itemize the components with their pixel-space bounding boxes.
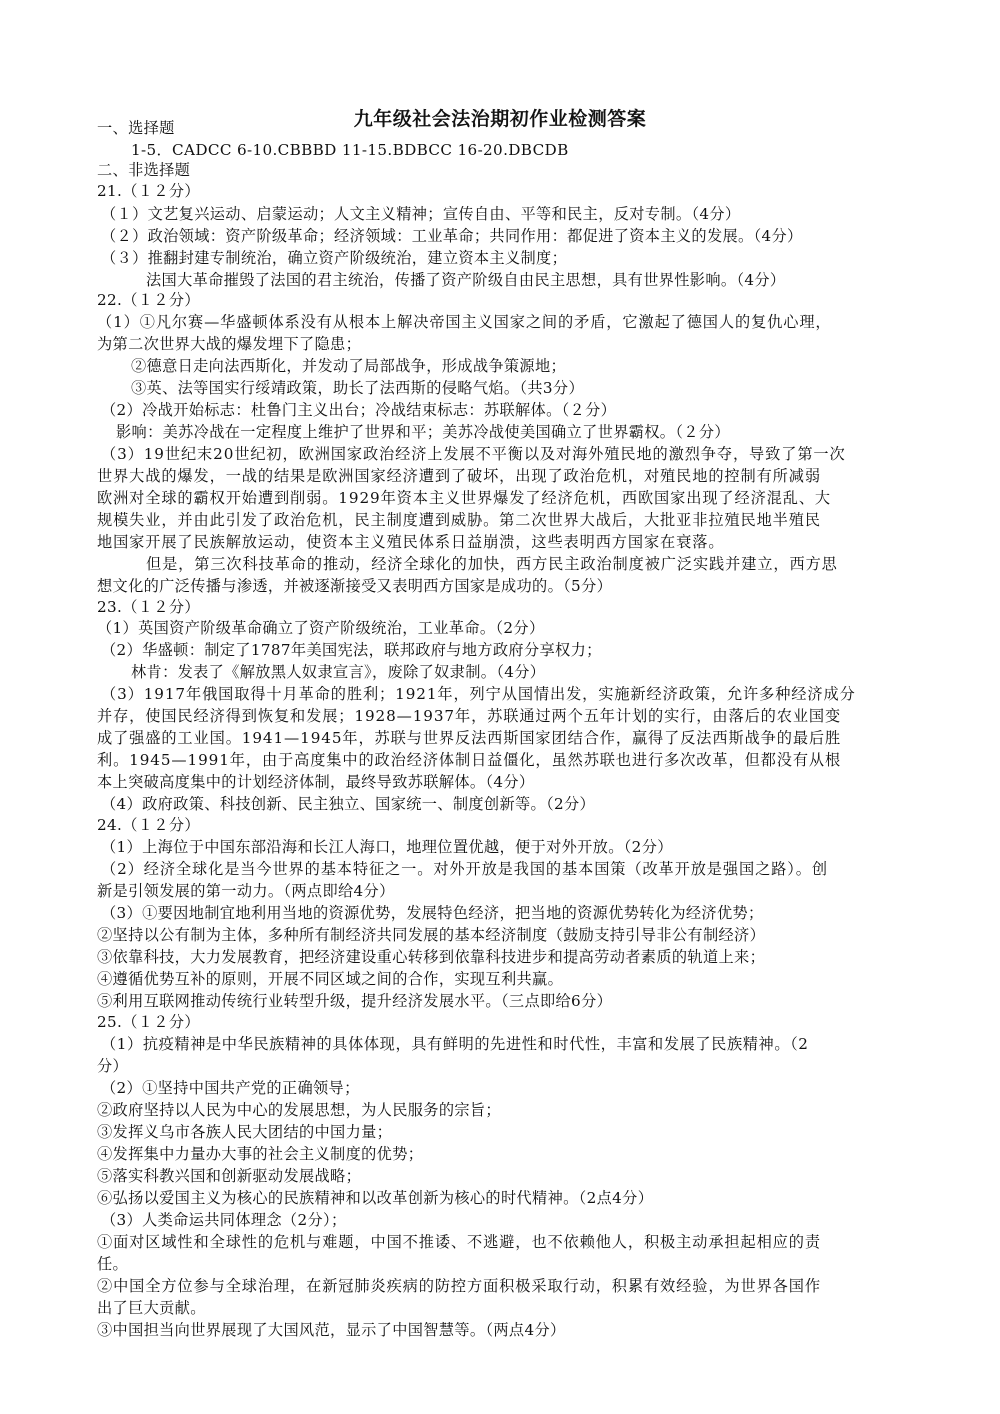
answer-line: 任。: [97, 1255, 129, 1273]
answer-line: 分）: [97, 1057, 129, 1075]
answer-line: （2）经济全球化是当今世界的基本特征之一。对外开放是我国的基本国策（改革开放是强国之路）。创: [101, 860, 828, 878]
answer-line: 世界大战的爆发，一战的结果是欧洲国家经济遭到了破坏，出现了政治危机，对殖民地的控制有所减弱: [97, 467, 821, 485]
answer-line: 法国大革命摧毁了法国的君主统治，传播了资产阶级自由民主思想，具有世界性影响。（4分）: [146, 271, 786, 289]
answer-line: 林肯：发表了《解放黑人奴隶宣言》，废除了奴隶制。（4分）: [131, 663, 546, 681]
answer-line: ②中国全方位参与全球治理，在新冠肺炎疾病的防控方面积极采取行动，积累有效经验，为世界各国作: [97, 1277, 821, 1295]
answer-line: ①面对区域性和全球性的危机与难题，中国不推诿、不逃避，也不依赖他人，积极主动承担起相应的责: [97, 1233, 821, 1251]
answer-line: ③依靠科技，大力发展教育，把经济建设重心转移到依靠科技进步和提高劳动者素质的轨道上来；: [97, 948, 766, 966]
answer-line: （1）上海位于中国东部沿海和长江人海口，地理位置优越，便于对外开放。（2分）: [101, 838, 673, 856]
answer-line: （4）政府政策、科技创新、民主独立、国家统一、制度创新等。（2分）: [101, 795, 596, 813]
answer-line: 二、非选择题: [97, 161, 191, 179]
answer-line: 为第二次世界大战的爆发埋下了隐患；: [97, 335, 362, 353]
answer-line: 出了巨大贡献。: [97, 1299, 206, 1317]
answer-line: 1-5．CADCC 6-10.CBBBD 11-15.BDBCC 16-20.DBCDB: [131, 141, 569, 159]
answer-line: 22.（１２分）: [97, 291, 200, 309]
answer-line: ③发挥义乌市各族人民大团结的中国力量；: [97, 1123, 393, 1141]
answer-line: 欧洲对全球的霸权开始遭到削弱。1929年资本主义世界爆发了经济危机，西欧国家出现了经济混乱、大: [97, 489, 832, 507]
answer-line: （３）推翻封建专制统治，确立资产阶级统治，建立资本主义制度；: [101, 249, 568, 267]
answer-line: ⑤利用互联网推动传统行业转型升级，提升经济发展水平。（三点即给6分）: [97, 992, 613, 1010]
answer-line: 利。1945—1991年，由于高度集中的政治经济体制日益僵化，虽然苏联也进行多次改革，但都没有从根: [97, 751, 842, 769]
answer-line: （3）1917年俄国取得十月革命的胜利；1921年，列宁从国情出发，实施新经济政策，允许多种经济成分: [101, 685, 856, 703]
answer-line: ⑤落实科教兴国和创新驱动发展战略；: [97, 1167, 362, 1185]
answer-line: ③英、法等国实行绥靖政策，助长了法西斯的侵略气焰。（共3分）: [131, 379, 584, 397]
answer-line: 23.（１２分）: [97, 598, 200, 616]
answer-line: ⑥弘扬以爱国主义为核心的民族精神和以改革创新为核心的时代精神。（2点4分）: [97, 1189, 654, 1207]
answer-line: ②政府坚持以人民为中心的发展思想，为人民服务的宗旨；: [97, 1101, 501, 1119]
answer-line: ③中国担当向世界展现了大国风范，显示了中国智慧等。（两点4分）: [97, 1321, 566, 1339]
answer-line: 地国家开展了民族解放运动，使资本主义殖民体系日益崩溃，这些表明西方国家在衰落。: [97, 533, 725, 551]
answer-line: （2）华盛顿：制定了1787年美国宪法，联邦政府与地方政府分享权力；: [101, 641, 602, 659]
answer-line: （1）①凡尔赛—华盛顿体系没有从根本上解决帝国主义国家之间的矛盾，它激起了德国人的复仇心理，: [97, 313, 832, 331]
answer-line: 21.（１２分）: [97, 182, 200, 200]
answer-line: 但是，第三次科技革命的推动，经济全球化的加快，西方民主政治制度被广泛实践并建立，西方思: [146, 555, 838, 573]
answer-line: 25.（１２分）: [97, 1013, 200, 1031]
answer-line: ④发挥集中力量办大事的社会主义制度的优势；: [97, 1145, 424, 1163]
answer-line: 一、选择题: [97, 119, 175, 137]
answer-line: 规模失业，并由此引发了政治危机，民主制度遭到威胁。第二次世界大战后，大批亚非拉殖民地半殖民: [97, 511, 821, 529]
answer-line: 24.（１２分）: [97, 816, 200, 834]
answer-line: 并存，使国民经济得到恢复和发展；1928—1937年，苏联通过两个五年计划的实行，由落后的农业国变: [97, 707, 842, 725]
answer-line: （2）冷战开始标志：杜鲁门主义出台；冷战结束标志：苏联解体。（２分）: [101, 401, 617, 419]
answer-line: （3）人类命运共同体理念（2分）；: [101, 1211, 347, 1229]
answer-line: 本上突破高度集中的计划经济体制，最终导致苏联解体。（4分）: [97, 773, 535, 791]
answer-line: 成了强盛的工业国。1941—1945年，苏联与世界反法西斯国家团结合作，赢得了反法西斯战争的最后胜: [97, 729, 842, 747]
answer-line: ②德意日走向法西斯化，并发动了局部战争，形成战争策源地；: [131, 357, 567, 375]
answer-line: （1）英国资产阶级革命确立了资产阶级统治，工业革命。（2分）: [97, 619, 545, 637]
answer-line: ④遵循优势互补的原则，开展不同区域之间的合作，实现互利共赢。: [97, 970, 564, 988]
answer-line: （１）文艺复兴运动、启蒙运动；人文主义精神；宣传自由、平等和民主，反对专制。（4分）: [101, 205, 741, 223]
answer-line: 新是引领发展的第一动力。（两点即给4分）: [97, 882, 395, 900]
answer-line: ②坚持以公有制为主体，多种所有制经济共同发展的基本经济制度（鼓励支持引导非公有制经济）: [97, 926, 766, 944]
answer-line: （3）19世纪末20世纪初，欧洲国家政治经济上发展不平衡以及对海外殖民地的激烈争夺，导致了第一次: [101, 445, 846, 463]
answer-line: （1）抗疫精神是中华民族精神的具体体现，具有鲜明的先进性和时代性，丰富和发展了民族精神。（2: [101, 1035, 809, 1053]
answer-line: 影响：美苏冷战在一定程度上维护了世界和平；美苏冷战使美国确立了世界霸权。（２分）: [116, 423, 730, 441]
answer-line: （3）①要因地制宜地利用当地的资源优势，发展特色经济，把当地的资源优势转化为经济优势；: [101, 904, 764, 922]
answer-line: （2）①坚持中国共产党的正确领导；: [101, 1079, 360, 1097]
answer-line: （２）政治领域：资产阶级革命；经济领域：工业革命；共同作用：都促进了资本主义的发展。（4分）: [101, 227, 803, 245]
document-title: 九年级社会法治期初作业检测答案: [353, 108, 647, 130]
answer-line: 想文化的广泛传播与渗透，并被逐渐接受又表明西方国家是成功的。（5分）: [97, 577, 613, 595]
